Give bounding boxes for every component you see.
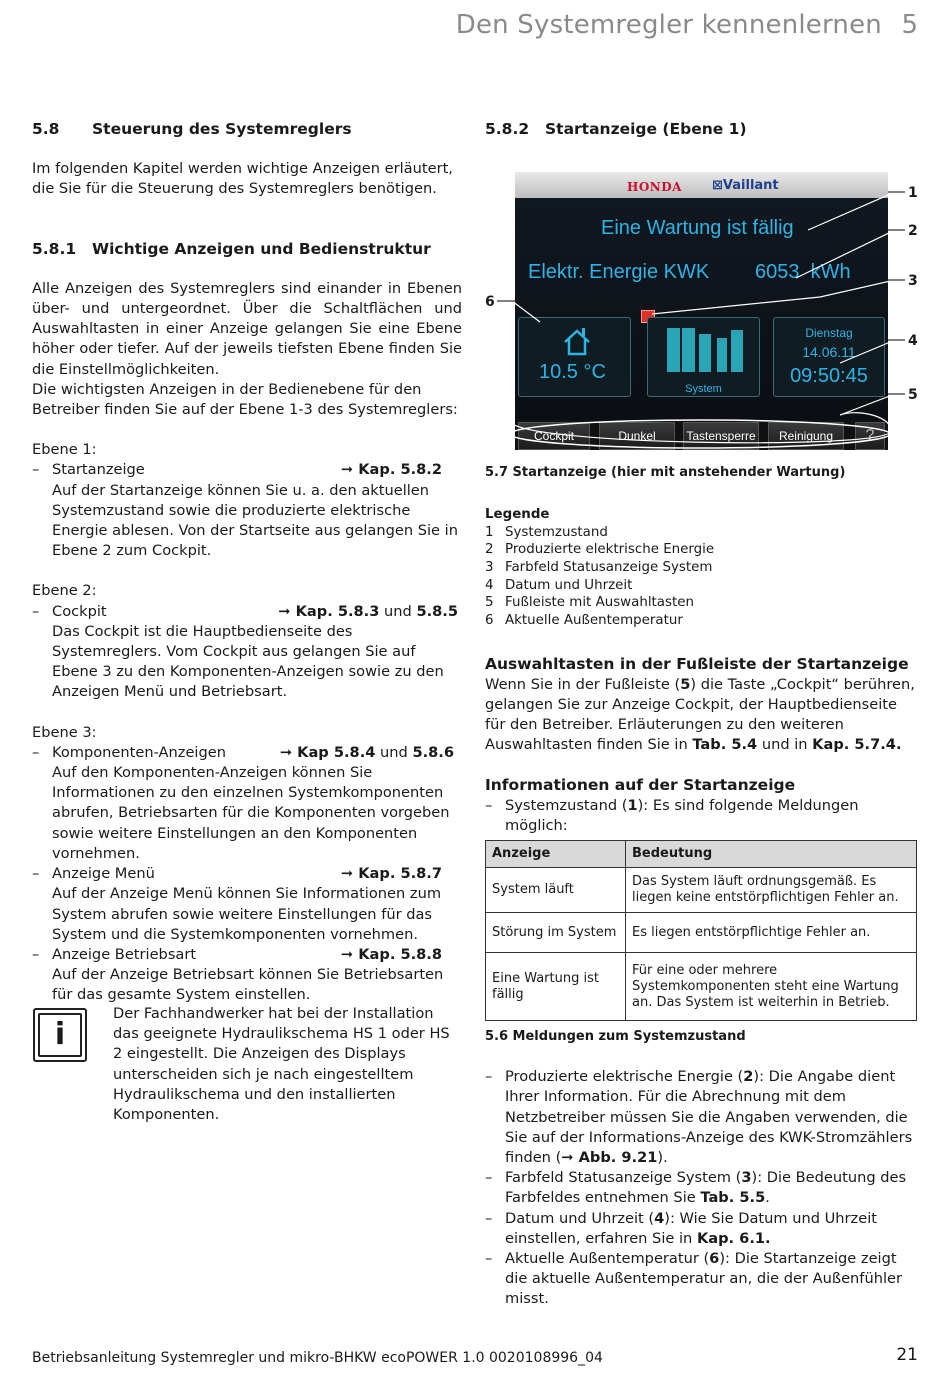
item-title: Anzeige Betriebsart xyxy=(52,945,197,963)
date-time-tile[interactable] xyxy=(773,317,885,397)
info-heading: Informationen auf der Startanzeige xyxy=(485,776,796,795)
item-description: Auf der Anzeige Menü können Sie Informationen zum System abrufen sowie weitere Einstellungen für das System und die Systemkomponenten vornehmen. xyxy=(52,885,442,943)
vaillant-logo: ⊠Vaillant xyxy=(712,178,779,193)
system-label: System xyxy=(685,383,722,395)
legend-list xyxy=(485,524,917,630)
list-item: – Cockpit ➞ Kap. 5.8.3 und 5.8.5 Das Cockpit ist die Hauptbedienseite des Systemreglers. Vom Cockpit aus gelangen Sie auf Ebene 3 zu den Komponenten-Anzeigen sowie zu den Anzeigen Menü und Betriebsart. xyxy=(32,602,462,703)
legend-item: 5 Fußleiste mit Auswahltasten xyxy=(485,595,694,611)
level-1-label: Ebene 1: xyxy=(32,441,97,459)
section-number: 5.8.2 xyxy=(485,120,530,138)
cross-reference: ➞ Kap. 5.8.3 und 5.8.5 xyxy=(278,602,458,620)
callout-4: 4 xyxy=(908,333,918,349)
clock-time: 09:50:45 xyxy=(790,365,868,387)
table-caption: 5.6 Meldungen zum Systemzustand xyxy=(485,1029,746,1044)
cross-reference: ➞ Kap. 5.8.7 xyxy=(340,865,442,883)
table-cell: Für eine oder mehrere Systemkomponenten steht eine Wartung an. Das System ist weiterhin in Betrieb. xyxy=(626,953,917,1021)
list-item: – Anzeige Menü ➞ Kap. 5.8.7 Auf der Anzeige Menü können Sie Informationen zum System abrufen sowie weitere Einstellungen für das System und die Systemkomponenten vornehmen. xyxy=(32,864,462,945)
list-item: – Aktuelle Außentemperatur (6): Die Startanzeige zeigt die aktuelle Außentemperatur an, die der Außenfühler misst. xyxy=(485,1250,902,1308)
info-icon: i xyxy=(33,1008,87,1062)
item-title: Anzeige Menü xyxy=(52,865,155,883)
legend-item: 3 Farbfeld Statusanzeige System xyxy=(485,559,713,575)
table-cell: Es liegen entstörpflichtige Fehler an. xyxy=(626,913,917,953)
list-item: – Systemzustand (1): Es sind folgende Meldungen möglich: xyxy=(485,796,859,834)
table-cell: Störung im System xyxy=(486,913,626,953)
level-2-label: Ebene 2: xyxy=(32,582,97,600)
cockpit-button[interactable]: Cockpit xyxy=(518,422,590,450)
running-header-chapter: 5 xyxy=(901,10,918,40)
table-row xyxy=(486,913,917,953)
outdoor-temperature: 10.5 °C xyxy=(539,361,606,383)
section-title: Startanzeige (Ebene 1) xyxy=(545,120,747,138)
dunkel-button[interactable]: Dunkel xyxy=(599,422,675,450)
weekday: Dienstag xyxy=(805,326,853,340)
legend-item: 4 Datum und Uhrzeit xyxy=(485,577,633,593)
figure-caption: 5.7 Startanzeige (hier mit anstehender Wartung) xyxy=(485,465,846,480)
item-description: Auf der Anzeige Betriebsart können Sie Betriebsarten für das gesamte System einstellen. xyxy=(52,966,444,1004)
auswahl-heading: Auswahltasten in der Fußleiste der Startanzeige xyxy=(485,655,909,674)
table-row xyxy=(486,953,917,1021)
start-display-figure xyxy=(515,172,888,450)
info-note: Der Fachhandwerker hat bei der Installation das geeignete Hydraulikschema HS 1 oder HS 2 eingestellt. Die Anzeigen des Displays unterscheiden sich je nach eingestelltem Hydraulikschema und den installierten Komponenten. xyxy=(113,1005,450,1124)
help-button[interactable]: ? xyxy=(855,422,885,450)
outdoor-temp-tile[interactable] xyxy=(518,317,631,397)
section-number: 5.8.1 xyxy=(32,239,77,258)
page-number: 21 xyxy=(896,1345,918,1365)
right-column-lower xyxy=(485,1027,917,1310)
page-footer: Betriebsanleitung Systemregler und mikro-BHKW ecoPOWER 1.0 0020108996_04 xyxy=(32,1350,603,1366)
section-number: 5.8 xyxy=(32,120,60,138)
table-header-row xyxy=(486,841,917,868)
item-description: Auf den Komponenten-Anzeigen können Sie Informationen zu den einzelnen Systemkomponenten abrufen, Betriebsarten für die Komponenten vorgeben sowie weitere Einstellungen an den Komponenten vornehmen. xyxy=(52,764,450,862)
tastensperre-button[interactable]: Tastensperre xyxy=(683,422,759,450)
display-brand-bar xyxy=(515,172,888,198)
table-row xyxy=(486,868,917,913)
status-messages-table xyxy=(485,840,917,1021)
list-item: – Produzierte elektrische Energie (2): Die Angabe dient Ihrer Information. Für die Abrechnung mit dem Netzbetreiber müssen Sie die Angaben verwenden, die Sie auf der Informations-Anzeige des KWK-Stromzählers finden (➞ Abb. 9.21). xyxy=(485,1068,913,1167)
level-3-label: Ebene 3: xyxy=(32,723,97,741)
honda-logo: HONDA xyxy=(627,180,682,194)
item-title: Komponenten-Anzeigen xyxy=(52,743,226,761)
left-column xyxy=(32,119,462,1006)
running-header-title: Den Systemregler kennenlernen xyxy=(455,10,882,40)
right-column xyxy=(485,463,917,836)
cross-reference: ➞ Kap. 5.8.2 xyxy=(340,461,442,479)
item-description: Das Cockpit ist die Hauptbedienseite des Systemreglers. Vom Cockpit aus gelangen Sie auf Ebene 3 zu den Komponenten-Anzeigen sowie zu den Anzeigen Menü und Betriebsart. xyxy=(52,622,444,701)
reinigung-button[interactable]: Reinigung xyxy=(768,422,844,450)
callout-2: 2 xyxy=(908,223,918,239)
list-item: – Komponenten-Anzeigen ➞ Kap 5.8.4 und 5.8.6 Auf den Komponenten-Anzeigen können Sie Informationen zu den einzelnen Systemkomponenten abrufen, Betriebsarten für die Komponenten vorgeben sowie weitere Einstellungen an den Komponenten vornehmen. xyxy=(32,743,462,864)
structure-paragraph: Alle Anzeigen des Systemreglers sind einander in Ebenen über- und untergeordnet. Über die Schaltflächen und Auswahltasten in einer Anzeige gelangen Sie eine Ebene höher oder tiefer. Auf der jeweils tiefsten Ebene finden Sie die Einstellmöglichkeiten. xyxy=(32,279,462,378)
section-title: Wichtige Anzeigen und Bedienstruktur xyxy=(92,239,431,258)
auswahl-paragraph: Wenn Sie in der Fußleiste (5) die Taste „Cockpit“ berühren, gelangen Sie zur Anzeige Cockpit, der Hauptbedienseite für den Betreiber. Erläuterungen zu den weiteren Auswahltasten finden Sie in Tab. 5.4 und in Kap. 5.7.4. xyxy=(485,675,915,754)
list-item: – Datum und Uhrzeit (4): Wie Sie Datum und Uhrzeit einstellen, erfahren Sie in Kap. 6.1. xyxy=(485,1209,877,1247)
energy-value: 6053 kWh xyxy=(755,261,851,283)
callout-3: 3 xyxy=(908,273,918,289)
section-5-8-heading xyxy=(32,119,462,139)
list-item: – Farbfeld Statusanzeige System (3): Die Bedeutung des Farbfeldes entnehmen Sie Tab. 5.5. xyxy=(485,1169,907,1207)
table-cell: Das System läuft ordnungsgemäß. Es liegen keine entstörpflichtigen Fehler an. xyxy=(626,868,917,913)
cross-reference: ➞ Kap. 5.8.8 xyxy=(340,945,442,963)
item-description: Auf der Startanzeige können Sie u. a. den aktuellen Systemzustand sowie die produzierte elektrische Energie ablesen. Von der Startseite aus gelangen Sie in Ebene 2 zum Cockpit. xyxy=(52,481,458,560)
callout-5: 5 xyxy=(908,387,918,403)
legend-title: Legende xyxy=(485,507,550,523)
levels-paragraph: Die wichtigsten Anzeigen in der Bedienebene für den Betreiber finden Sie auf der Ebene 1-3 des Systemreglers: xyxy=(32,380,458,419)
table-cell: Eine Wartung ist fällig xyxy=(486,953,626,1021)
section-5-8-2-heading xyxy=(485,119,917,139)
date: 14.06.11 xyxy=(802,344,856,360)
intro-paragraph: Im folgenden Kapitel werden wichtige Anzeigen erläutert, die Sie für die Steuerung des Systemreglers benötigen. xyxy=(32,160,453,198)
section-title: Steuerung des Systemreglers xyxy=(92,120,352,138)
system-units-icon xyxy=(665,326,745,376)
callout-1: 1 xyxy=(908,185,918,201)
legend-item: 6 Aktuelle Außentemperatur xyxy=(485,612,683,628)
legend-item: 2 Produzierte elektrische Energie xyxy=(485,542,715,558)
section-5-8-1-heading xyxy=(32,239,462,259)
house-thermometer-icon xyxy=(561,326,593,358)
energy-label: Elektr. Energie KWK xyxy=(528,261,710,283)
column-header: Anzeige xyxy=(486,841,626,868)
table-cell: System läuft xyxy=(486,868,626,913)
cross-reference: ➞ Kap 5.8.4 und 5.8.6 xyxy=(279,743,454,761)
system-status-message: Eine Wartung ist fällig xyxy=(601,217,794,239)
legend-item: 1 Systemzustand xyxy=(485,524,608,540)
list-item: – Startanzeige ➞ Kap. 5.8.2 Auf der Startanzeige können Sie u. a. den aktuellen Systemzustand sowie die produzierte elektrische Energie ablesen. Von der Startseite aus gelangen Sie in Ebene 2 zum Cockpit. xyxy=(32,460,462,561)
column-header: Bedeutung xyxy=(626,841,917,868)
list-item: – Anzeige Betriebsart ➞ Kap. 5.8.8 Auf der Anzeige Betriebsart können Sie Betriebsarten für das gesamte System einstellen. xyxy=(32,945,462,1006)
footer-button-bar xyxy=(515,420,888,450)
callout-6: 6 xyxy=(485,294,495,310)
system-tile[interactable] xyxy=(647,317,760,397)
item-title: Cockpit xyxy=(52,602,107,620)
item-title: Startanzeige xyxy=(52,461,145,479)
